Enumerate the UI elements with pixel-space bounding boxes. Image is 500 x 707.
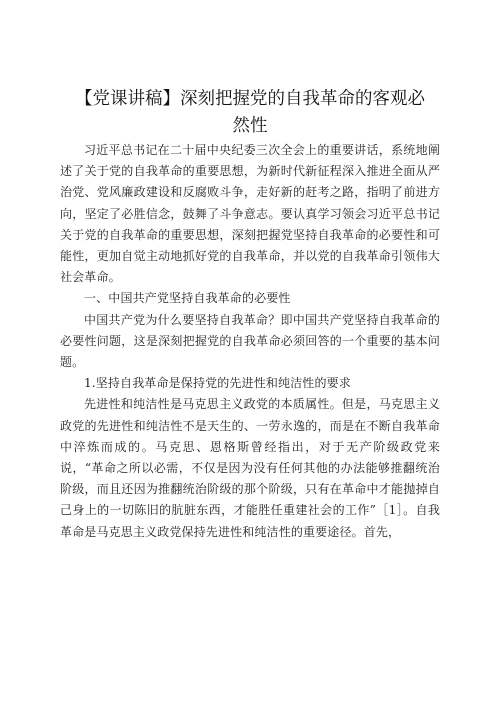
paragraph-intro: 习近平总书记在二十届中央纪委三次全会上的重要讲话，系统地阐述了关于党的自我革命的重要思想，为新时代新征程深入推进全面从严治党、党风廉政建设和反腐败斗争，走好新的赶考之路，指明了前进方向，坚定了必胜信念，鼓舞了斗争意志。要认真学习领会习近平总书记关于党的自我革命的重要思想，深刻把握党坚持自我革命的必要性和可能性，更加自觉主动地抓好党的自我革命，并以党的自我革命引领伟大社会革命。 <box>60 143 440 285</box>
paragraph-necessity: 中国共产党为什么要坚持自我革命？即中国共产党坚持自我革命的必要性问题，这是深刻把握党的自我革命必须回答的一个重要的基本问题。 <box>60 312 440 370</box>
body-text <box>60 140 440 543</box>
page-title: 【党课讲稿】深刻把握党的自我革命的客观必然性 <box>75 89 425 136</box>
subsection-heading-1: 1.坚持自我革命是保持党的先进性和纯洁性的要求 <box>84 376 351 391</box>
paragraph-advancement: 先进性和纯洁性是马克思主义政党的本质属性。但是，马克思主义政党的先进性和纯洁性不是天生的、一劳永逸的，而是在不断自我革命中淬炼而成的。马克思、恩格斯曾经指出，对于无产阶级政党来说，“革命之所以必需，不仅是因为没有任何其他的办法能够推翻统治阶级，而且还因为推翻统治阶级的那个阶级，只有在革命中才能抛掉自己身上的一切陈旧的肮脏东西，才能胜任重建社会的工作”［1］。自我革命是马克思主义政党保持先进性和纯洁性的重要途径。首先， <box>60 397 440 539</box>
section-heading-1: 一、中国共产党坚持自我革命的必要性 <box>84 291 291 306</box>
